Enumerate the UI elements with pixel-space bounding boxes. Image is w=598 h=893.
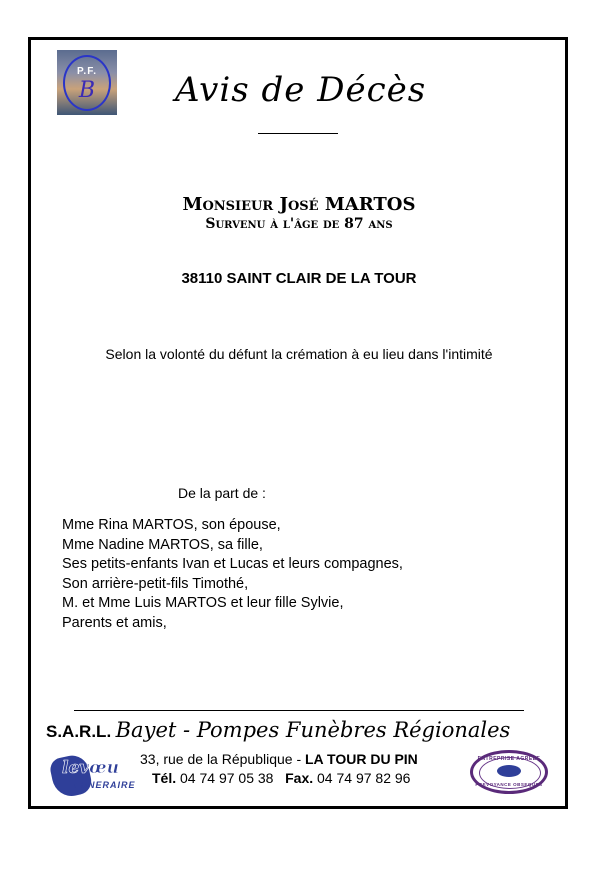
- family-member: M. et Mme Luis MARTOS et leur fille Sylvie,: [62, 595, 344, 611]
- address-city: LA TOUR DU PIN: [305, 751, 418, 767]
- seal-bottom-text: PREVOYANCE OBSEQUES: [475, 782, 543, 787]
- levoeu-funeraire-logo: [52, 752, 136, 800]
- address-street: 33, rue de la République -: [140, 751, 305, 767]
- title-divider: [258, 133, 338, 134]
- footer-divider: [74, 710, 524, 711]
- family-member: Mme Nadine MARTOS, sa fille,: [62, 536, 263, 553]
- family-member: Mme Rina MARTOS, son épouse,: [62, 517, 281, 533]
- levoeu-sub: FUNERAIRE: [74, 780, 136, 790]
- family-member: Son arrière-petit-fils Timothé,: [62, 575, 249, 592]
- company-script-name: Bayet - Pompes Funèbres Régionales: [115, 718, 511, 742]
- seal-emblem-icon: [497, 765, 521, 777]
- funeral-home-logo: [57, 50, 117, 115]
- from-label: De la part de :: [178, 485, 266, 501]
- levoeu-brand: levœu: [62, 758, 119, 778]
- tel-value: 04 74 97 05 38: [180, 770, 274, 786]
- company-address: [140, 751, 418, 767]
- deceased-name: Monsieur José MARTOS: [182, 194, 416, 215]
- notice-title: Avis de Décès: [175, 70, 427, 110]
- company-legal-form: S.A.R.L.: [46, 722, 112, 741]
- logo-letter: B: [78, 78, 96, 103]
- family-list: [62, 516, 403, 633]
- tel-label: Tél.: [152, 770, 177, 786]
- family-member: Parents et amis,: [62, 614, 167, 631]
- fax-label: Fax.: [285, 770, 314, 786]
- deceased-place: 38110 SAINT CLAIR DE LA TOUR: [181, 270, 417, 287]
- company-phones: [152, 770, 410, 786]
- family-member: Ses petits-enfants Ivan et Lucas et leurs compagnes,: [62, 556, 403, 572]
- logo-initials: P.F.: [77, 66, 97, 77]
- approved-enterprise-seal: [470, 750, 548, 794]
- company-name: [46, 718, 510, 742]
- notice-frame: [28, 37, 568, 809]
- deceased-age: Survenu à l'âge de 87 ans: [205, 216, 393, 232]
- cremation-statement: Selon la volonté du défunt la crémation à eu lieu dans l'intimité: [105, 346, 493, 362]
- fax-value: 04 74 97 82 96: [317, 770, 411, 786]
- seal-top-text: ENTREPRISE AGREEE: [477, 756, 541, 762]
